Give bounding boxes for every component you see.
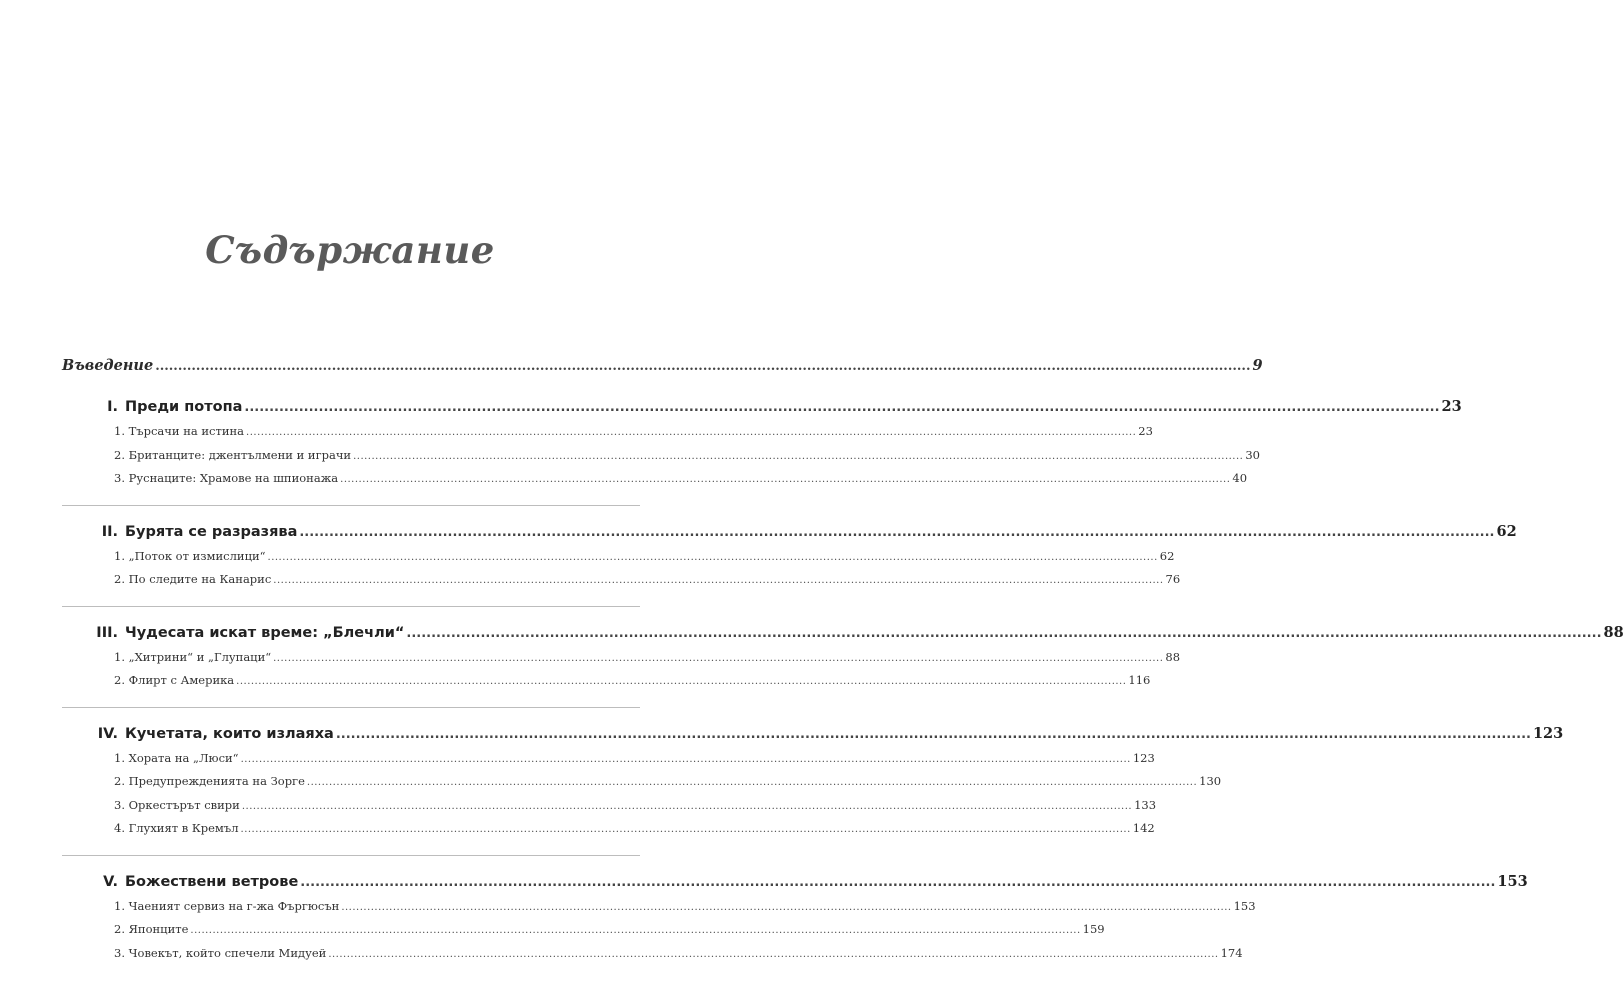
dot-leader <box>273 575 1163 586</box>
section-title: 1. Хората на „Люси“ <box>114 750 239 765</box>
dot-leader <box>299 525 1494 540</box>
toc-section <box>114 945 1243 970</box>
toc-chapter-heading <box>62 398 1462 424</box>
toc-page-number: 159 <box>1082 922 1105 936</box>
toc-section <box>114 471 1248 495</box>
chapter-number: IV. <box>97 725 118 742</box>
toc-section <box>114 774 1222 798</box>
toc-section <box>114 922 1105 946</box>
toc-page-number: 88 <box>1165 649 1181 664</box>
toc-section <box>114 898 1256 923</box>
toc-page-number: 76 <box>1165 572 1181 586</box>
chapter-title: Бурята се разразява <box>125 523 298 540</box>
toc-section <box>114 572 1181 596</box>
toc-page-number: 133 <box>1134 797 1157 812</box>
section-title: 3. Руснаците: Храмове на шпионажа <box>114 471 339 485</box>
section-title: 2. Флирт с Америка <box>114 673 235 687</box>
toc-page-number: 30 <box>1245 447 1260 462</box>
toc-page-number: 62 <box>1496 522 1517 540</box>
chapter-title: Чудесата искат време: „Блечли“ <box>125 624 405 641</box>
toc-entry-introduction <box>62 357 1263 381</box>
section-title: 1. „Хитрини“ и „Глупаци“ <box>114 649 272 664</box>
dot-leader <box>340 474 1230 485</box>
divider <box>62 707 640 708</box>
toc-page-number: 116 <box>1128 673 1151 687</box>
section-title: 2. По следите на Канарис <box>114 572 272 586</box>
toc-section <box>114 821 1155 845</box>
toc-page-number: 174 <box>1220 945 1243 960</box>
toc-chapter <box>62 623 1624 708</box>
toc-chapter <box>62 522 1517 607</box>
toc-section <box>114 447 1260 472</box>
section-title: 3. Човекът, който спечели Мидуей <box>114 945 327 960</box>
toc-page-number: 153 <box>1233 898 1256 913</box>
chapter-number: V. <box>103 873 118 890</box>
dot-leader <box>328 949 1218 960</box>
section-title: 2. Британците: джентълмени и играчи <box>114 447 352 462</box>
dot-leader <box>268 552 1158 563</box>
section-title: 1. „Поток от измислици“ <box>114 548 266 563</box>
chapter-title: Божествени ветрове <box>125 873 299 890</box>
section-title: 2. Японците <box>114 922 189 936</box>
section-title: 3. Оркестърът свири <box>114 797 240 812</box>
divider <box>62 606 640 607</box>
dot-leader <box>307 777 1197 788</box>
toc-page-number: 123 <box>1132 750 1155 765</box>
toc-page-number: 130 <box>1199 774 1222 788</box>
section-title: 1. Чаеният сервиз на г-жа Фъргюсън <box>114 898 340 913</box>
toc-entry-label: Въведение <box>62 357 154 374</box>
dot-leader <box>236 676 1126 687</box>
toc-page-number: 153 <box>1497 872 1528 890</box>
toc-page-number: 23 <box>1441 398 1462 415</box>
toc-chapter-heading <box>62 872 1528 899</box>
chapter-number: II. <box>101 523 118 540</box>
toc-section <box>114 424 1153 448</box>
dot-leader <box>155 359 1250 374</box>
table-of-contents <box>62 357 1624 969</box>
dot-leader <box>246 427 1136 438</box>
toc-page-number: 9 <box>1252 357 1263 374</box>
toc-chapter-heading <box>62 522 1517 549</box>
section-title: 2. Предупрежденията на Зорге <box>114 774 305 788</box>
toc-section <box>114 649 1181 674</box>
toc-page-number: 40 <box>1232 471 1248 485</box>
toc-chapter <box>62 872 1528 970</box>
toc-section <box>114 548 1175 573</box>
chapter-title: Преди потопа <box>125 399 243 415</box>
dot-leader <box>341 902 1231 913</box>
chapter-title: Кучетата, които излаяха <box>125 725 334 742</box>
toc-section <box>114 673 1151 697</box>
dot-leader <box>242 801 1132 812</box>
toc-page-number: 88 <box>1603 623 1624 641</box>
divider <box>62 505 640 506</box>
dot-leader <box>273 653 1163 664</box>
dot-leader <box>300 875 1495 890</box>
toc-page-number: 62 <box>1159 548 1175 563</box>
toc-page-number: 123 <box>1532 724 1564 742</box>
chapter-number: I. <box>107 399 118 415</box>
toc-chapter-heading <box>62 623 1624 650</box>
section-title: 1. Търсачи на истина <box>114 424 245 438</box>
dot-leader <box>336 727 1531 742</box>
section-title: 4. Глухият в Кремъл <box>114 821 239 835</box>
divider <box>62 855 640 856</box>
dot-leader <box>241 824 1131 835</box>
toc-chapter-heading <box>62 724 1564 751</box>
toc-page-number: 23 <box>1138 424 1153 438</box>
toc-section <box>114 750 1155 775</box>
dot-leader <box>244 400 1439 415</box>
dot-leader <box>241 754 1131 765</box>
dot-leader <box>190 925 1080 936</box>
dot-leader <box>353 451 1243 462</box>
toc-section <box>114 797 1157 822</box>
toc-page-number: 142 <box>1132 821 1155 835</box>
page-title: Съдържание <box>205 228 495 272</box>
toc-chapter <box>62 398 1462 506</box>
dot-leader <box>406 626 1601 641</box>
chapter-number: III. <box>96 624 118 641</box>
toc-chapter <box>62 724 1564 856</box>
